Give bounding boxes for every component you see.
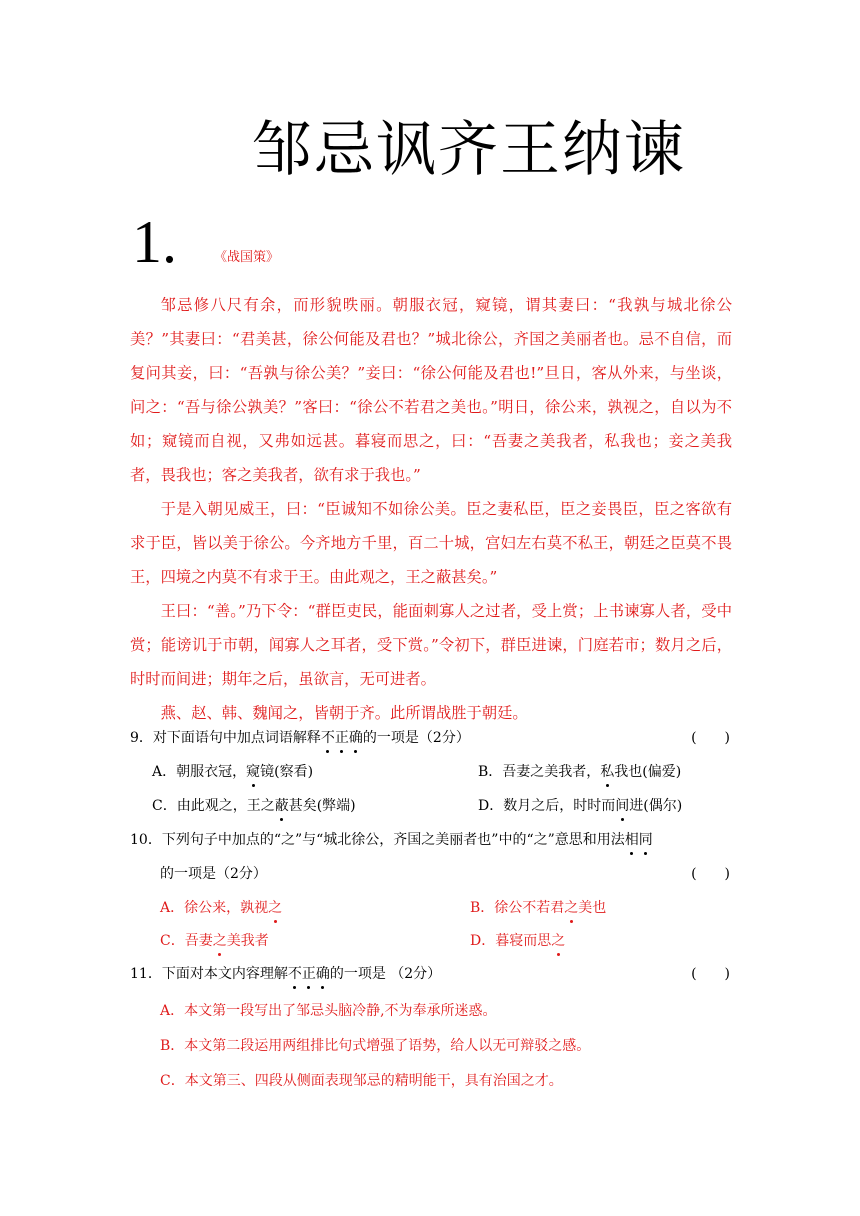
q9-option-b: B．吾妻之美我者，私我也(偏爱) [478,761,681,783]
q10-option-a: A．徐公来，孰视之 [160,897,282,919]
answer-blank-11[interactable]: ( ) [691,966,730,982]
paragraph-2: 于是入朝见威王，曰：“臣诚知不如徐公美。臣之妻私臣，臣之妾畏臣，臣之客欲有求于臣，皆以美于徐公。今齐地方千里，百二十城，宫妇左右莫不私王，朝廷之臣莫不畏王，四境之内莫不有求于王。由此观之，王之蔽甚矣。” [130,500,732,586]
q11-option-c: C．本文第三、四段从侧面表现邹忌的精明能干，具有治国之才。 [160,1073,563,1089]
q10-option-b: B．徐公不若君之美也 [470,897,606,919]
question-9 [130,727,734,749]
q9-option-a: A．朝服衣冠，窥镜(察看) [152,761,313,783]
q11-option-a: A．本文第一段写出了邹忌头脑冷静,不为奉承所迷惑。 [160,1003,497,1019]
question-10-stem-cont: 的一项是（2分） [160,866,267,882]
question-10 [130,829,734,851]
answer-blank-10[interactable]: ( ) [691,866,730,882]
q10-option-d: D．暮寝而思之 [470,930,565,952]
question-10-stem: 10．下列句子中加点的“之”与“城北徐公，齐国之美丽者也”中的“之”意思和用法相同 [130,832,653,848]
paragraph-4: 燕、赵、韩、魏闻之，皆朝于齐。此所谓战胜于朝廷。 [160,704,528,722]
q9-option-c: C．由此观之，王之蔽甚矣(弊端) [152,795,356,817]
section-number: 1. [132,209,177,275]
q11-option-b: B．本文第二段运用两组排比句式增强了语势，给人以无可辩驳之感。 [160,1038,591,1054]
paragraph-1: 邹忌修八尺有余，而形貌昳丽。朝服衣冠，窥镜，谓其妻曰：“我孰与城北徐公美？”其妻曰：“君美甚，徐公何能及君也？”城北徐公，齐国之美丽者也。忌不自信，而复问其妾，曰：“吾孰与徐公美？”妾曰：“徐公何能及君也!”旦日，客从外来，与坐谈，问之：“吾与徐公孰美？”客曰：“徐公不若君之美也。”明日，徐公来，孰视之，自以为不如；窥镜而自视，又弗如远甚。暮寝而思之，曰：“吾妻之美我者，私我也；妾之美我者，畏我也；客之美我者，欲有求于我也。” [130,296,732,484]
article-text [130,288,732,730]
paragraph-3: 王曰：“善。”乃下令：“群臣吏民，能面刺寡人之过者，受上赏；上书谏寡人者，受中赏；能谤讥于市朝，闻寡人之耳者，受下赏。”令初下，群臣进谏，门庭若市；数月之后，时时而间进；期年之后，虽欲言，无可进者。 [130,602,732,688]
source-citation: 《战国策》 [214,250,280,265]
question-11-stem: 11．下面对本文内容理解不正确的一项是 （2分） [130,966,441,982]
question-11 [130,963,734,985]
page-title: 邹忌讽齐王纳谏 [252,115,686,185]
answer-blank-9[interactable]: ( ) [691,730,730,746]
q10-option-c: C．吾妻之美我者 [160,930,269,952]
question-9-stem: 9．对下面语句中加点词语解释不正确的一项是（2分） [130,730,470,746]
q9-option-d: D．数月之后，时时而间进(偶尔) [478,795,682,817]
